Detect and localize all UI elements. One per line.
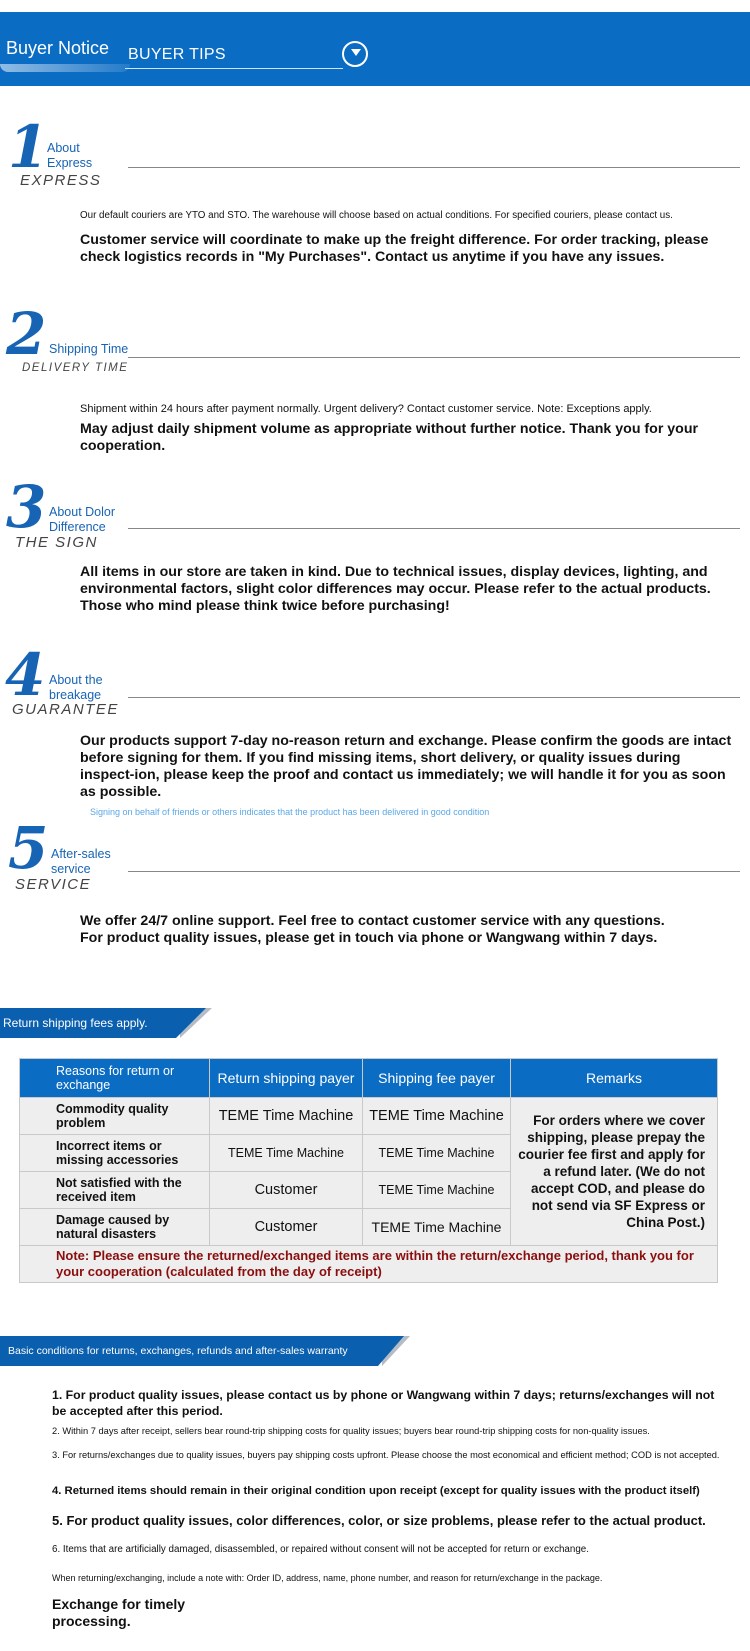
section-2-subtitle: DELIVERY TIME — [22, 362, 129, 374]
condition-item-4: 4. Returned items should remain in their original condition upon receipt (except for quality issues with the product itself) — [52, 1485, 700, 1497]
section-2-divider — [128, 357, 740, 358]
table-cell-reason: Incorrect items or missing accessories — [20, 1135, 210, 1172]
section-5-number: 5 — [8, 814, 49, 882]
section-1-title: About Express — [47, 141, 93, 170]
table-header-reason: Reasons for return or exchange — [20, 1059, 210, 1098]
conditions-banner-text: Basic conditions for returns, exchanges, refunds and after-sales warranty — [8, 1345, 348, 1357]
table-note-row — [20, 1246, 718, 1283]
table-header-shipping-payer: Shipping fee payer — [363, 1059, 511, 1098]
section-4-divider — [128, 697, 740, 698]
table-row — [20, 1098, 718, 1135]
section-1-small-text: Our default couriers are YTO and STO. The warehouse will choose based on actual conditions. For specified couriers, please contact us. — [80, 210, 673, 221]
table-header-return-payer: Return shipping payer — [210, 1059, 363, 1098]
section-3-divider — [128, 528, 740, 529]
table-cell-shipping-payer: TEME Time Machine — [363, 1098, 511, 1135]
section-4-number: 4 — [5, 641, 46, 709]
section-3-title: About Dolor Difference — [49, 505, 116, 534]
table-cell-return-payer: Customer — [210, 1172, 363, 1209]
table-cell-remark: For orders where we cover shipping, please prepay the courier fee first and apply for a refund later. (We do not accept COD, and please do not send via SF Express or China Post.) — [511, 1098, 718, 1246]
section-4-large-text: Our products support 7-day no-reason return and exchange. Please confirm the goods are intact before signing for them. If you find missing items, short delivery, or quality issues during inspect-ion, please keep the proof and contact us immediately; we will handle it for you as soon as possible. — [80, 733, 732, 800]
section-4-note: Signing on behalf of friends or others indicates that the product has been delivered in good condition — [90, 807, 490, 817]
table-cell-reason: Commodity quality problem — [20, 1098, 210, 1135]
section-5-large-text-2: For product quality issues, please get in touch via phone or Wangwang within 7 days. — [80, 930, 658, 946]
table-cell-shipping-payer: TEME Time Machine — [363, 1209, 511, 1246]
section-1-subtitle: EXPRESS — [20, 172, 102, 189]
condition-item-8: Exchange for timely processing. — [52, 1596, 186, 1629]
table-cell-return-payer: TEME Time Machine — [210, 1135, 363, 1172]
section-2-large-text: May adjust daily shipment volume as appropriate without further notice. Thank you for your cooperation. — [80, 421, 699, 454]
condition-item-6: 6. Items that are artificially damaged, disassembled, or repaired without consent will not be accepted for return or exchange. — [52, 1544, 589, 1555]
section-4-title: About the breakage — [49, 673, 103, 702]
condition-item-5: 5. For product quality issues, color differences, color, or size problems, please refer to the actual product. — [52, 1513, 706, 1528]
condition-item-7: When returning/exchanging, include a note with: Order ID, address, name, phone number, and reason for return/exchange in the package. — [52, 1573, 603, 1583]
section-3-large-text: All items in our store are taken in kind. Due to technical issues, display devices, lighting, and environmental factors, slight color differences may occur. Please refer to the actual products. Those who mind please think twice before purchasing! — [80, 564, 711, 614]
table-cell-return-payer: TEME Time Machine — [210, 1098, 363, 1135]
header-title: Buyer Notice — [6, 38, 110, 58]
section-3-subtitle: THE SIGN — [15, 534, 98, 551]
return-fees-banner — [0, 1008, 176, 1038]
conditions-banner-tail — [378, 1336, 404, 1366]
condition-item-1: 1. For product quality issues, please contact us by phone or Wangwang within 7 days; returns/exchanges will not be accepted after this period. — [52, 1388, 715, 1418]
section-1-number: 1 — [8, 113, 49, 181]
table-header-row — [20, 1059, 718, 1098]
table-cell-shipping-payer: TEME Time Machine — [363, 1135, 511, 1172]
conditions-banner — [0, 1336, 378, 1366]
section-2-number: 2 — [6, 300, 47, 368]
header-stripe — [0, 64, 130, 72]
section-2-small-text: Shipment within 24 hours after payment normally. Urgent delivery? Contact customer service. Note: Exceptions apply. — [80, 403, 652, 415]
condition-item-2: 2. Within 7 days after receipt, sellers bear round-trip shipping costs for quality issues; buyers bear round-trip shipping costs for non-quality issues. — [52, 1426, 650, 1436]
section-5-title: After-sales service — [51, 847, 111, 876]
return-fees-banner-text: Return shipping fees apply. — [3, 1016, 148, 1030]
return-fees-banner-tail — [176, 1008, 206, 1038]
section-2-title: Shipping Time — [49, 342, 129, 356]
header-banner — [0, 12, 750, 86]
section-5-subtitle: SERVICE — [15, 876, 92, 893]
section-5-large-text-1: We offer 24/7 online support. Feel free to contact customer service with any questions. — [80, 913, 665, 929]
condition-item-3: 3. For returns/exchanges due to quality issues, buyers pay shipping costs upfront. Please choose the most economical and efficient method; COD is not accepted. — [52, 1450, 720, 1460]
section-5-divider — [128, 871, 740, 872]
section-1-divider — [128, 167, 740, 168]
section-4-subtitle: GUARANTEE — [12, 701, 119, 718]
table-cell-shipping-payer: TEME Time Machine — [363, 1172, 511, 1209]
chevron-down-circle-icon[interactable] — [342, 41, 368, 67]
table-cell-reason: Damage caused by natural disasters — [20, 1209, 210, 1246]
table-header-remarks: Remarks — [511, 1059, 718, 1098]
table-note: Note: Please ensure the returned/exchanged items are within the return/exchange period, thank you for your cooperation (calculated from the day of receipt) — [20, 1246, 718, 1283]
section-1-large-text: Customer service will coordinate to make up the freight difference. For order tracking, please check logistics records in "My Purchases". Contact us anytime if you have any issues. — [80, 232, 709, 265]
table-cell-return-payer: Customer — [210, 1209, 363, 1246]
table-cell-reason: Not satisfied with the received item — [20, 1172, 210, 1209]
return-policy-table — [19, 1058, 718, 1283]
header-subtitle: BUYER TIPS — [128, 46, 226, 63]
section-3-number: 3 — [6, 473, 47, 541]
header-underline — [125, 68, 343, 69]
